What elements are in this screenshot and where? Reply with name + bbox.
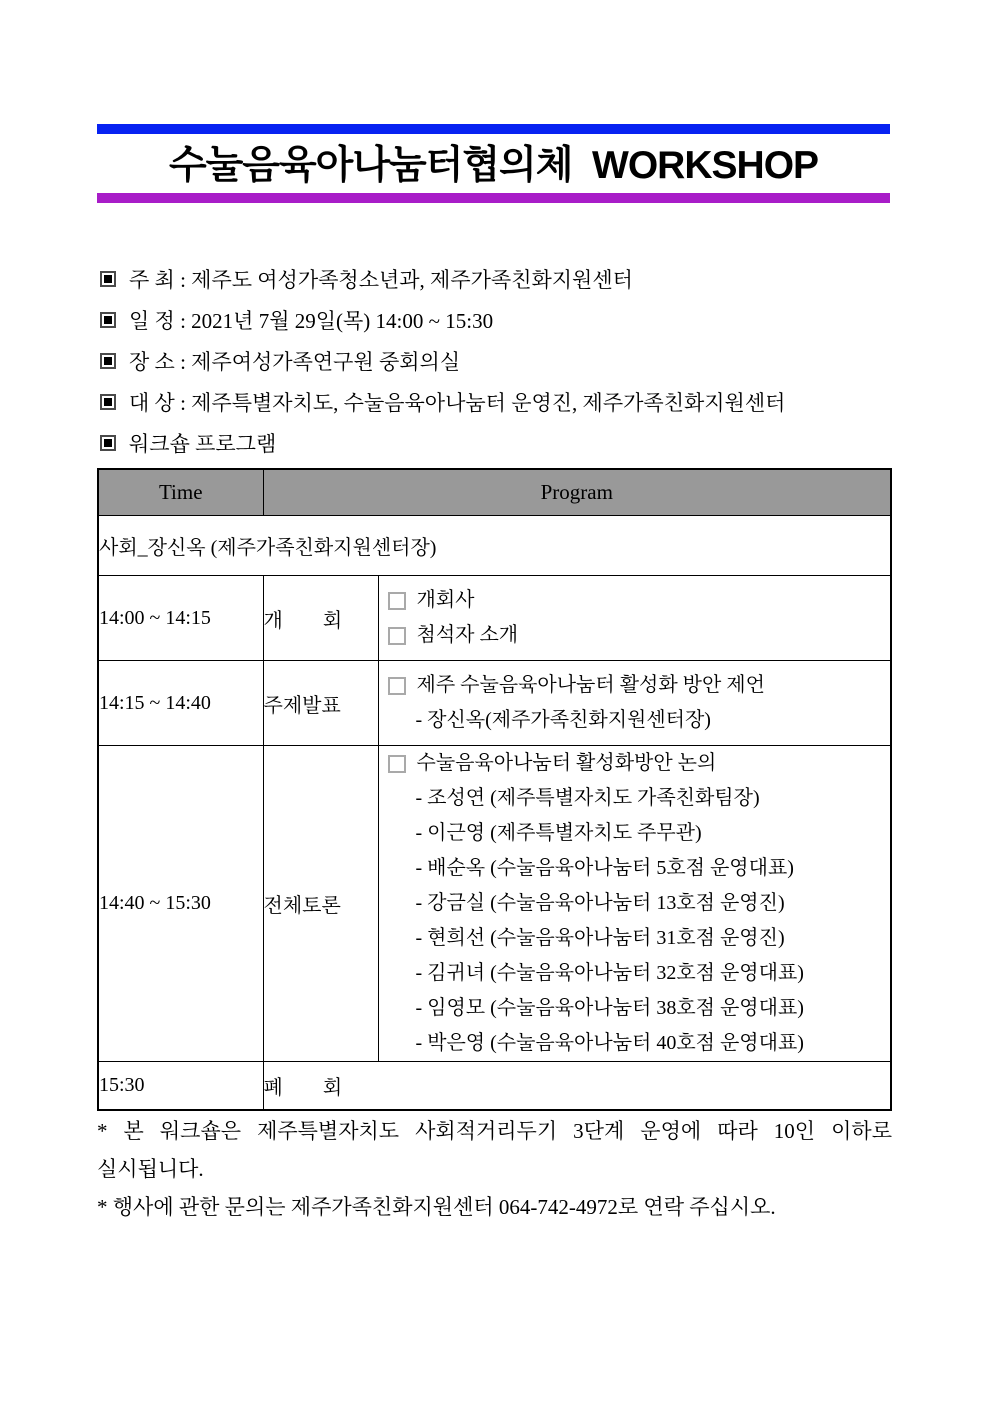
info-item-text: 워크숍 프로그램: [129, 431, 277, 456]
time-cell: 14:00 ~ 14:15: [98, 576, 263, 661]
program-line-text: 개회사: [416, 589, 475, 611]
program-line: [379, 1026, 891, 1061]
footnote-line: * 행사에 관한 문의는 제주가족친화지원센터 064-742-4972로 연락 주십시오.: [97, 1195, 776, 1219]
program-line-text: - 장신옥(제주가족친화지원센터장): [415, 709, 711, 731]
program-line: [379, 886, 891, 921]
header-cell-program: Program: [263, 469, 891, 516]
program-line: [379, 583, 891, 618]
page-title: 수눌음육아나눔터협의체 WORKSHOP: [168, 144, 819, 187]
info-item-text: 일 정 : 2021년 7월 29일(목) 14:00 ~ 15:30: [129, 308, 494, 333]
footnote-line: * 본 워크숍은 제주특별자치도 사회적거리두기 3단계 운영에 따라 10인 이하로: [97, 1119, 892, 1143]
empty-checkbox-icon: [388, 592, 406, 610]
empty-checkbox-icon: [388, 627, 406, 645]
program-line: [379, 668, 891, 703]
program-line-text: - 임영모 (수눌음육아나눔터 38호점 운영대표): [415, 997, 804, 1019]
program-line-text: - 박은영 (수눌음육아나눔터 40호점 운영대표): [415, 1032, 804, 1054]
program-table: [97, 468, 892, 1111]
program-line: [379, 921, 891, 956]
program-line-text: 수눌음육아나눔터 활성화방안 논의: [416, 752, 717, 774]
program-line-text: - 이근영 (제주특별자치도 주무관): [415, 822, 702, 844]
footnote-line: 실시됩니다.: [97, 1157, 204, 1181]
square-bullet-icon: [100, 271, 116, 287]
session-cell: 폐 회: [263, 1062, 891, 1110]
program-line: [379, 956, 891, 991]
title-bottom-bar: [97, 193, 890, 203]
info-item-text: 장 소 : 제주여성가족연구원 중회의실: [129, 349, 461, 374]
square-bullet-icon: [100, 312, 116, 328]
program-line: [379, 618, 891, 653]
info-item-text: 대 상 : 제주특별자치도, 수눌음육아나눔터 운영진, 제주가족친화지원센터: [129, 390, 786, 415]
program-line-text: - 배순옥 (수눌음육아나눔터 5호점 운영대표): [415, 857, 794, 879]
program-line-text: - 강금실 (수눌음육아나눔터 13호점 운영진): [415, 892, 785, 914]
info-list: [100, 258, 900, 463]
program-line-text: - 조성연 (제주특별자치도 가족친화팀장): [415, 787, 760, 809]
program-line-text: - 김귀녀 (수눌음육아나눔터 32호점 운영대표): [415, 962, 804, 984]
square-bullet-icon: [100, 435, 116, 451]
square-bullet-icon: [100, 353, 116, 369]
time-cell: 15:30: [98, 1062, 263, 1110]
program-cell: [378, 576, 891, 661]
footnotes: [97, 1112, 892, 1226]
program-cell: [378, 661, 891, 746]
info-item-target: [100, 381, 900, 422]
program-line-text: - 현희선 (수눌음육아나눔터 31호점 운영진): [415, 927, 785, 949]
info-item-text: 주 최 : 제주도 여성가족청소년과, 제주가족친화지원센터: [129, 267, 633, 292]
time-cell: 14:15 ~ 14:40: [98, 661, 263, 746]
moderator-row: [98, 516, 891, 576]
program-cell: [378, 746, 891, 1062]
session-cell: 주제발표: [263, 661, 378, 746]
table-row-opening: [98, 576, 891, 661]
program-line: [379, 851, 891, 886]
program-line-text: 제주 수눌음육아나눔터 활성화 방안 제언: [416, 674, 765, 696]
table-header-row: [98, 469, 891, 516]
info-item-place: [100, 340, 900, 381]
table-row-keynote: [98, 661, 891, 746]
session-cell: 전체토론: [263, 746, 378, 1062]
program-line: [379, 991, 891, 1026]
square-bullet-icon: [100, 394, 116, 410]
program-line: [379, 816, 891, 851]
session-cell: 개 회: [263, 576, 378, 661]
moderator-text: 사회_장신옥 (제주가족친화지원센터장): [98, 516, 891, 576]
program-line: [379, 781, 891, 816]
empty-checkbox-icon: [388, 677, 406, 695]
program-line: [379, 703, 891, 738]
program-line-text: 첨석자 소개: [416, 624, 519, 646]
info-item-date: [100, 299, 900, 340]
header-cell-time: Time: [98, 469, 263, 516]
time-cell: 14:40 ~ 15:30: [98, 746, 263, 1062]
program-line: [379, 746, 891, 781]
info-item-host: [100, 258, 900, 299]
table-row-discussion: [98, 746, 891, 1062]
table-row-closing: [98, 1062, 891, 1110]
empty-checkbox-icon: [388, 755, 406, 773]
info-item-program: [100, 422, 900, 463]
